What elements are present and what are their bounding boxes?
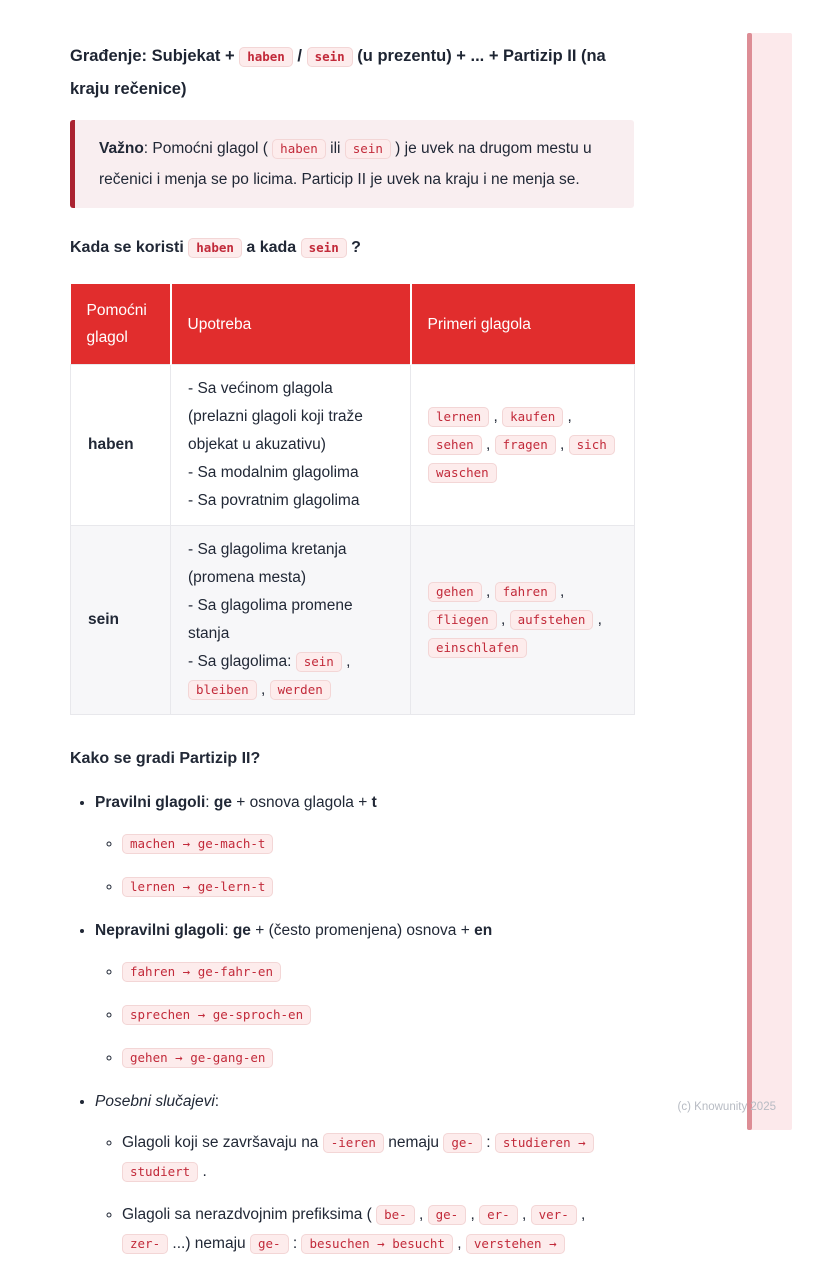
list-item-irregular-verbs — [95, 917, 634, 1072]
code-chip: haben — [239, 47, 293, 67]
code-chip: studieren → studiert — [122, 1133, 594, 1182]
text-segment: , — [593, 611, 602, 628]
text-segment: - Sa modalnim glagolima — [188, 464, 359, 481]
regular-verbs-examples — [95, 829, 634, 901]
text-segment: , — [563, 408, 572, 425]
table-header-row — [71, 284, 635, 365]
text-segment: Kada se koristi — [70, 239, 189, 256]
text-segment: - Sa glagolima kretanja (promena mesta) — [188, 541, 347, 586]
code-chip: lernen → ge-lern-t — [122, 877, 273, 897]
bold-text: Pravilni glagoli — [95, 794, 206, 811]
special-case-prefixes — [122, 1200, 634, 1258]
code-chip: sein — [345, 139, 391, 159]
text-line — [188, 648, 393, 704]
code-chip: ver- — [531, 1205, 577, 1225]
text-segment: , — [555, 583, 565, 600]
example-item — [122, 829, 634, 858]
column-header-auxiliary-verb: Pomoćni glagol — [71, 284, 171, 365]
code-chip: sehen — [428, 435, 482, 455]
code-chip: sich waschen — [428, 435, 615, 483]
column-header-examples: Primeri glagola — [411, 284, 635, 365]
examples-cell-haben — [411, 365, 635, 526]
special-case-ieren — [122, 1128, 634, 1186]
code-chip: ge- — [250, 1234, 289, 1254]
text-segment: : — [214, 1093, 220, 1110]
code-chip: zer- — [122, 1234, 168, 1254]
text-segment: - Sa glagolima promene stanja — [188, 597, 353, 642]
heading-building-rule — [70, 40, 634, 106]
table-row-haben — [71, 365, 635, 526]
column-header-usage: Upotreba — [171, 284, 411, 365]
text-line — [188, 487, 393, 515]
text-segment: , — [481, 583, 495, 600]
list-item-label — [95, 1093, 219, 1110]
code-chip: ge- — [443, 1133, 482, 1153]
text-line — [188, 592, 393, 648]
formation-rules-list — [70, 789, 634, 1258]
text-segment: , — [481, 436, 495, 453]
usage-cell-haben — [171, 365, 411, 526]
code-chip: fahren → ge-fahr-en — [122, 962, 281, 982]
code-chip: besuchen → besucht — [301, 1234, 452, 1254]
text-line — [188, 536, 393, 592]
code-chip: aufstehen — [510, 610, 594, 630]
list-item-label — [95, 922, 492, 939]
text-segment: , — [256, 681, 270, 698]
heading-how-partizip: Kako se gradi Partizip II? — [70, 750, 261, 767]
text-segment: - Sa većinom glagola (prelazni glagoli koji traže objekat u akuzativu) — [188, 380, 363, 453]
text-segment: . — [198, 1163, 207, 1180]
text-segment: , — [452, 1235, 466, 1252]
text-segment: - Sa povratnim glagolima — [188, 492, 360, 509]
text-segment: Građenje: Subjekat + — [70, 47, 240, 65]
page-edge-highlight-stripe — [747, 33, 752, 1130]
text-segment: - Sa glagolima: — [188, 653, 296, 670]
page-edge-highlight-bar — [747, 33, 792, 1130]
bold-text: ge — [232, 922, 251, 939]
example-item — [122, 1043, 634, 1072]
code-chip: verstehen → — [466, 1234, 565, 1254]
verb-cell-sein: sein — [71, 526, 171, 715]
code-chip: gehen → ge-gang-en — [122, 1048, 273, 1068]
list-item-regular-verbs — [95, 789, 634, 901]
examples-cell-sein — [411, 526, 635, 715]
usage-cell-sein — [171, 526, 411, 715]
auxiliary-verbs-table — [70, 284, 635, 715]
code-chip: werden — [270, 680, 331, 700]
code-chip: fahren — [495, 582, 556, 602]
text-segment: : — [224, 922, 233, 939]
text-segment: , — [341, 653, 351, 670]
code-chip: haben — [188, 238, 242, 258]
text-segment: + osnova glagola + — [231, 794, 372, 811]
code-chip: gehen — [428, 582, 482, 602]
text-segment: : — [205, 794, 214, 811]
example-item — [122, 957, 634, 986]
code-chip: er- — [479, 1205, 518, 1225]
list-item-special-cases — [95, 1088, 634, 1258]
table-row-sein — [71, 526, 635, 715]
code-chip: machen → ge-mach-t — [122, 834, 273, 854]
bold-text: ge — [213, 794, 232, 811]
document-content — [70, 40, 634, 1274]
text-segment: : — [481, 1134, 495, 1151]
text-segment: ili — [325, 140, 345, 157]
text-segment: , — [466, 1206, 480, 1223]
code-chip: sein — [301, 238, 347, 258]
code-chip: lernen — [428, 407, 489, 427]
code-chip: sein — [307, 47, 353, 67]
bold-text: t — [371, 794, 377, 811]
code-chip: sein — [296, 652, 342, 672]
code-chip: fliegen — [428, 610, 497, 630]
bold-text: Nepravilni glagoli — [95, 922, 225, 939]
irregular-verbs-examples — [95, 957, 634, 1072]
bold-text: en — [474, 922, 493, 939]
text-segment: , — [489, 408, 503, 425]
copyright-watermark: (c) Knowunity 2025 — [677, 1101, 776, 1113]
code-chip: sprechen → ge-sproch-en — [122, 1005, 311, 1025]
text-segment: a kada — [241, 239, 301, 256]
text-segment: + (često promenjena) osnova + — [250, 922, 475, 939]
text-segment: , — [496, 611, 510, 628]
code-chip: ge- — [428, 1205, 467, 1225]
text-segment: : Pomoćni glagol ( — [143, 140, 273, 157]
special-cases-examples — [95, 1128, 634, 1258]
bold-text: Važno — [99, 140, 144, 157]
text-segment: , — [414, 1206, 428, 1223]
text-segment: / — [292, 47, 307, 65]
text-segment: , — [576, 1206, 586, 1223]
example-item — [122, 1000, 634, 1029]
partizip-formation-section — [70, 745, 634, 1258]
text-segment: (u prezentu) + ... + Partizip II (na kraju rečenice) — [70, 47, 606, 98]
text-segment: ) je uvek na drugom mestu u rečenici i menja se po licima. Particip II je uvek na kraju i ne menja se. — [99, 140, 592, 188]
text-segment: ...) nemaju — [168, 1235, 250, 1252]
text-segment: Glagoli sa nerazdvojnim prefiksima ( — [122, 1206, 377, 1223]
heading-when-haben-sein — [70, 234, 634, 262]
text-segment: : — [288, 1235, 302, 1252]
code-chip: einschlafen — [428, 638, 527, 658]
example-item — [122, 872, 634, 901]
code-chip: kaufen — [502, 407, 563, 427]
text-line — [188, 459, 393, 487]
italic-text: Posebni slučajevi — [95, 1093, 215, 1110]
code-chip: fragen — [495, 435, 556, 455]
important-callout — [70, 120, 634, 208]
text-segment: nemaju — [383, 1134, 444, 1151]
code-chip: -ieren — [323, 1133, 384, 1153]
text-segment: , — [517, 1206, 531, 1223]
text-segment: Glagoli koji se završavaju na — [122, 1134, 323, 1151]
text-segment: ? — [346, 239, 361, 256]
list-item-label — [95, 794, 377, 811]
code-chip: bleiben — [188, 680, 257, 700]
verb-cell-haben: haben — [71, 365, 171, 526]
code-chip: be- — [376, 1205, 415, 1225]
text-segment: , — [555, 436, 569, 453]
code-chip: haben — [272, 139, 326, 159]
text-line — [188, 375, 393, 459]
